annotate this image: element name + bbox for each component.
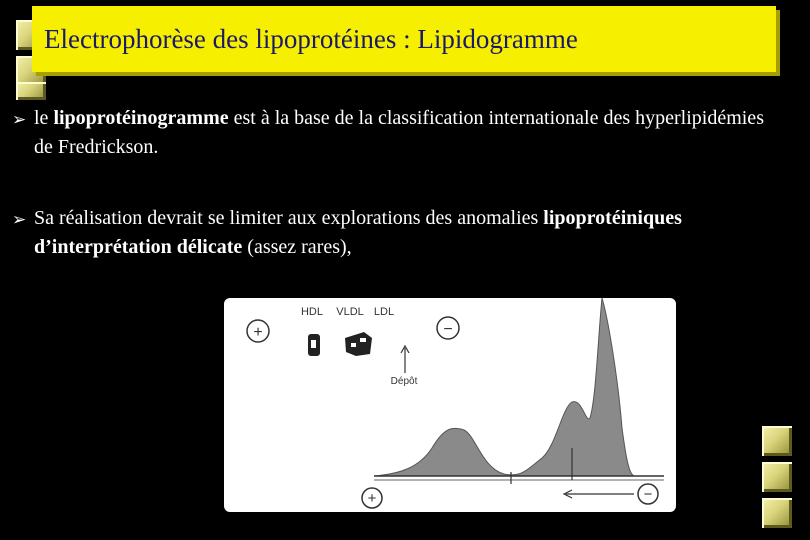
decorative-bevel-square-bottom-right-2	[762, 462, 792, 492]
bullet-2-text-bold: lipoprotéiniques d’interprétation délicate	[34, 207, 682, 258]
vldl-ldl-band	[345, 332, 372, 356]
minus-sign-top: −	[443, 321, 453, 338]
decorative-bevel-square-top-left-3	[16, 82, 46, 100]
depot-label: Dépôt	[390, 376, 418, 387]
decorative-bevel-square-bottom-right-3	[762, 498, 792, 528]
lipidogram-figure	[224, 298, 676, 512]
bullet-1-text-bold: lipoprotéinogramme	[53, 107, 229, 129]
bullet-2	[12, 204, 782, 262]
bullet-2-text-part1: Sa réalisation devrait se limiter aux explorations des anomalies	[34, 207, 544, 229]
plus-sign-bottom: +	[367, 490, 377, 507]
bullet-1	[12, 104, 782, 162]
bullet-1-text-part3: est à la base de la classification internationale des hyperlipidémies de Fredrickson.	[34, 107, 764, 158]
title-banner	[32, 6, 776, 72]
bullet-2-text-part3: (assez rares),	[242, 236, 352, 258]
minus-sign-bottom: −	[643, 486, 653, 503]
arrow-bullet-icon: ➢	[12, 210, 27, 230]
hdl-band	[308, 334, 320, 356]
hdl-label: HDL	[300, 306, 324, 318]
bullet-2-text	[34, 204, 782, 262]
decorative-bevel-square-bottom-right-1	[762, 426, 792, 456]
plus-sign-top: +	[253, 324, 263, 341]
slide-title: Electrophorèse des lipoprotéines : Lipidogramme	[44, 24, 578, 54]
bullet-1-text	[34, 104, 782, 162]
lipidogram-svg	[224, 298, 676, 512]
ldl-label: LDL	[373, 306, 395, 318]
densitometry-curve	[374, 298, 634, 476]
bullet-1-text-part1: le	[34, 107, 54, 129]
arrow-bullet-icon: ➢	[12, 110, 27, 130]
vldl-label: VLDL	[336, 306, 364, 318]
